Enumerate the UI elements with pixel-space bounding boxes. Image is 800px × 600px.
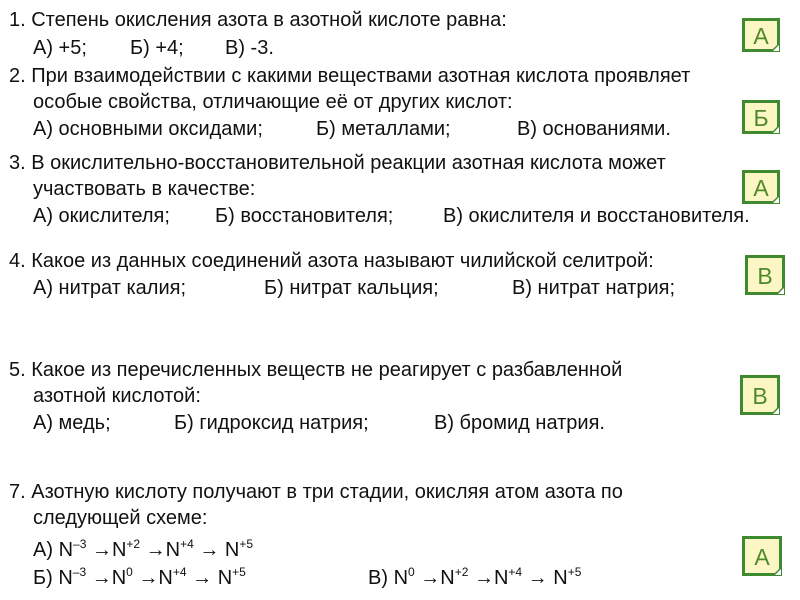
question-4-option-a: А) нитрат калия; <box>33 277 186 299</box>
nitrogen-symbol: N <box>224 539 240 561</box>
badge-fold-icon <box>770 194 780 204</box>
question-5-text-line-1: 5. Какое из перечисленных веществ не реагирует с разбавленной <box>9 359 623 381</box>
oxidation-state: 0 <box>126 565 133 579</box>
answer-badge-letter: А <box>753 23 769 49</box>
oxidation-state: +5 <box>232 565 246 579</box>
oxidation-state: –3 <box>72 565 87 579</box>
arrow-icon: → <box>527 567 548 589</box>
nitrogen-symbol: N <box>393 567 409 589</box>
question-1-option-b: Б) +4; <box>130 37 184 59</box>
question-2-text-line-2: особые свойства, отличающие её от других кислот: <box>33 91 513 113</box>
question-2-option-a: А) основными оксидами; <box>33 118 263 140</box>
oxidation-state: +4 <box>508 565 523 579</box>
answer-badge-1 <box>742 18 780 52</box>
question-7-text-line-1: 7. Азотную кислоту получают в три стадии, окисляя атом азота по <box>9 481 623 503</box>
answer-badge-letter: В <box>752 383 768 409</box>
oxidation-state: –3 <box>73 537 87 551</box>
answer-badge-letter: А <box>753 175 769 201</box>
oxidation-state: +5 <box>567 565 582 579</box>
oxidation-state: +4 <box>172 565 187 579</box>
badge-fold-icon <box>775 285 785 295</box>
question-3-text-line-2: участвовать в качестве: <box>33 178 256 200</box>
question-1-option-c: В) -3. <box>225 37 274 59</box>
question-1-text: 1. Степень окисления азота в азотной кислоте равна: <box>9 9 507 31</box>
question-2-text-line-1: 2. При взаимодействии с какими веществами азотная кислота проявляет <box>9 65 691 87</box>
nitrogen-symbol: N <box>493 567 509 589</box>
oxidation-state: +5 <box>239 537 254 551</box>
oxidation-state: +4 <box>180 537 194 551</box>
question-5-option-c: В) бромид натрия. <box>434 412 605 434</box>
arrow-icon: → <box>192 567 213 589</box>
question-1-option-a: А) +5; <box>33 37 87 59</box>
answer-badge-letter: В <box>757 263 773 289</box>
answer-badge-7 <box>742 536 782 576</box>
nitrogen-symbol: N <box>111 567 127 589</box>
answer-badge-2 <box>742 100 780 134</box>
arrow-icon: → <box>91 567 112 589</box>
answer-badge-letter: А <box>754 544 770 570</box>
scheme-label-c: В) <box>368 567 394 589</box>
question-4-option-c: В) нитрат натрия; <box>512 277 676 299</box>
oxidation-state: +2 <box>454 565 469 579</box>
scheme-option-c <box>368 566 581 590</box>
scheme-option-b <box>33 566 246 590</box>
question-7-text-line-2: следующей схеме: <box>33 507 208 529</box>
question-3-text-line-1: 3. В окислительно-восстановительной реакции азотная кислота может <box>9 152 666 174</box>
question-2-option-c: В) основаниями. <box>517 118 671 140</box>
arrow-icon: → <box>138 567 159 589</box>
nitrogen-symbol: N <box>58 567 73 589</box>
nitrogen-symbol: N <box>165 539 181 561</box>
scheme-label-b: Б) <box>33 567 59 589</box>
badge-fold-icon <box>770 124 780 134</box>
oxidation-state: +2 <box>126 537 141 551</box>
question-3-option-a: А) окислителя; <box>33 205 170 227</box>
nitrogen-symbol: N <box>158 567 173 589</box>
arrow-icon: → <box>145 539 166 561</box>
badge-fold-icon <box>770 405 780 415</box>
nitrogen-symbol: N <box>553 567 568 589</box>
question-5-option-a: А) медь; <box>33 412 111 434</box>
question-3-option-b: Б) восстановителя; <box>215 205 394 227</box>
question-2-option-b: Б) металлами; <box>316 118 451 140</box>
nitrogen-symbol: N <box>111 539 127 561</box>
answer-badge-letter: Б <box>753 105 769 131</box>
question-4-option-b: Б) нитрат кальция; <box>264 277 439 299</box>
arrow-icon: → <box>199 539 220 561</box>
scheme-label-a: А) <box>33 539 59 561</box>
oxidation-state: 0 <box>408 565 415 579</box>
question-5-text-line-2: азотной кислотой: <box>33 385 201 407</box>
answer-badge-4 <box>745 255 785 295</box>
nitrogen-symbol: N <box>440 567 455 589</box>
badge-fold-icon <box>772 566 782 576</box>
answer-badge-5 <box>740 375 780 415</box>
nitrogen-symbol: N <box>58 539 74 561</box>
question-5-option-b: Б) гидроксид натрия; <box>174 412 369 434</box>
scheme-option-a <box>33 538 253 562</box>
arrow-icon: → <box>420 567 441 589</box>
nitrogen-symbol: N <box>217 567 233 589</box>
badge-fold-icon <box>770 42 780 52</box>
question-4-text: 4. Какое из данных соединений азота называют чилийской селитрой: <box>9 250 654 272</box>
question-3-option-c: В) окислителя и восстановителя. <box>443 205 750 227</box>
arrow-icon: → <box>473 567 494 589</box>
answer-badge-3 <box>742 170 780 204</box>
arrow-icon: → <box>91 539 112 561</box>
